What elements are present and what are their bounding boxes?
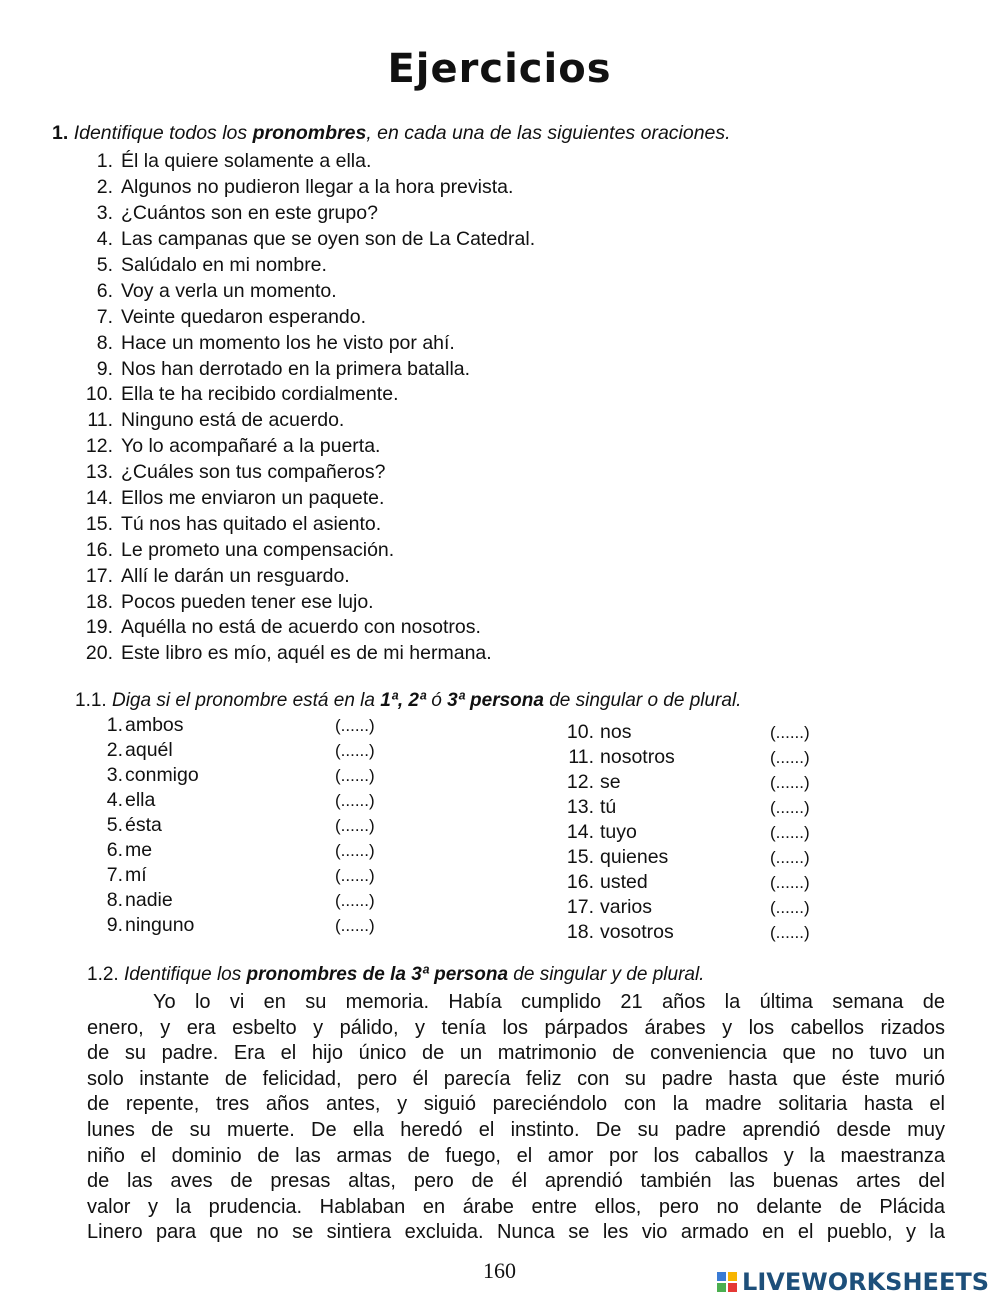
- list-item: [103, 738, 375, 763]
- item-number: 11.: [568, 746, 594, 768]
- sentence-number: 6.: [96, 279, 113, 302]
- sentence-text: Las campanas que se oyen son de La Catedral.: [121, 228, 536, 251]
- list-item: [103, 838, 375, 863]
- sentence-number: 12.: [85, 435, 113, 458]
- list-item: [75, 486, 775, 512]
- item-number: 7.: [106, 864, 123, 886]
- item-number: 5.: [106, 814, 123, 836]
- list-item: [560, 845, 810, 870]
- passage-line: de repente, tres años antes, y siguió pareciéndolo con la madre solitaria hasta el: [87, 1093, 945, 1116]
- pronoun-word: mí: [125, 864, 147, 886]
- sentence-text: Voy a verla un momento.: [121, 279, 337, 302]
- sentence-number: 7.: [96, 305, 113, 328]
- list-item: [103, 863, 375, 888]
- page-number: 160: [483, 1258, 516, 1283]
- passage-line: de su padre. Era el hijo único de un matrimonio de conveniencia que no tuvo un: [87, 1042, 945, 1065]
- sentence-text: Ninguno está de acuerdo.: [121, 409, 345, 432]
- exercise-1-heading: [52, 122, 731, 145]
- list-item: [75, 589, 775, 615]
- passage-line: Yo lo vi en su memoria. Había cumplido 21 años la última semana de: [153, 991, 945, 1013]
- item-number: 1.: [106, 714, 123, 736]
- list-item: [75, 330, 775, 356]
- item-number: 17.: [566, 896, 594, 918]
- pronoun-word: vosotros: [600, 921, 674, 943]
- pronoun-word: nadie: [125, 889, 173, 911]
- passage-line: de las aves de presas altas, pero de él aprendió también las buenas artes del: [87, 1170, 945, 1193]
- list-item: [560, 920, 810, 945]
- logo-square: [717, 1283, 726, 1292]
- exercise-1-number: 1.: [52, 122, 69, 144]
- answer-blank[interactable]: (......): [770, 847, 810, 867]
- list-item: [560, 720, 810, 745]
- sentence-text: ¿Cuáles son tus compañeros?: [121, 461, 386, 484]
- list-item: [75, 201, 775, 227]
- answer-blank[interactable]: (......): [335, 765, 375, 785]
- answer-blank[interactable]: (......): [335, 915, 375, 935]
- passage-line: niño el dominio de las armas de fuego, el amor por los caballos y la maestranza: [87, 1144, 945, 1167]
- sentence-number: 5.: [96, 254, 113, 276]
- list-item: [103, 788, 375, 813]
- list-item: [560, 820, 810, 845]
- pronoun-word: ninguno: [125, 914, 195, 936]
- sentence-text: Este libro es mío, aquél es de mi hermana.: [121, 642, 492, 665]
- list-item: [75, 253, 775, 279]
- pronoun-word: aquél: [125, 739, 173, 761]
- sentence-text: Ellos me enviaron un paquete.: [121, 487, 385, 510]
- list-item: [75, 175, 775, 201]
- sentence-number: 18.: [85, 590, 113, 613]
- exercise-1-sentence-list: [75, 149, 775, 667]
- sentence-text: Veinte quedaron esperando.: [121, 305, 367, 328]
- sentence-text: ¿Cuántos son en este grupo?: [121, 202, 378, 225]
- list-item: [560, 870, 810, 895]
- answer-blank[interactable]: (......): [770, 797, 810, 817]
- sentence-number: 9.: [96, 357, 113, 380]
- answer-blank[interactable]: (......): [335, 865, 375, 885]
- pronoun-word: varios: [600, 896, 653, 918]
- pronoun-word: tú: [600, 796, 617, 818]
- sentence-number: 8.: [96, 331, 113, 354]
- passage-line: lunes de su muerte. De ella heredó el instinto. De su padre aprendió desde muy: [87, 1118, 945, 1141]
- list-item: [75, 460, 775, 486]
- exercise-1-2-instruction-post: de singular y de plural.: [508, 964, 705, 985]
- list-item: [75, 511, 775, 537]
- list-item: [75, 382, 775, 408]
- list-item: [103, 913, 375, 938]
- sentence-number: 13.: [85, 461, 113, 484]
- sentence-text: Allí le darán un resguardo.: [121, 564, 350, 587]
- sentence-text: Tú nos has quitado el asiento.: [121, 512, 382, 535]
- sentence-number: 19.: [85, 616, 113, 639]
- sentence-text: Le prometo una compensación.: [121, 538, 395, 561]
- list-item: [560, 795, 810, 820]
- item-number: 10.: [566, 721, 594, 743]
- list-item: [75, 615, 775, 641]
- exercise-1-2-passage: [87, 990, 945, 1246]
- sentence-number: 3.: [96, 202, 113, 225]
- answer-blank[interactable]: (......): [335, 790, 375, 810]
- pronoun-word: ésta: [125, 814, 162, 836]
- item-number: 12.: [566, 771, 594, 793]
- pronoun-word: ella: [125, 789, 156, 811]
- sentence-text: Salúdalo en mi nombre.: [121, 254, 327, 276]
- pronoun-word: se: [600, 771, 621, 793]
- list-item: [75, 304, 775, 330]
- sentence-text: Él la quiere solamente a ella.: [121, 150, 372, 173]
- answer-blank[interactable]: (......): [335, 815, 375, 835]
- item-number: 2.: [106, 739, 123, 761]
- page-title: Ejercicios: [387, 46, 612, 92]
- sentence-number: 14.: [85, 487, 113, 510]
- list-item: [560, 895, 810, 920]
- item-number: 16.: [566, 871, 594, 893]
- sentence-text: Nos han derrotado en la primera batalla.: [121, 357, 471, 380]
- sentence-text: Yo lo acompañaré a la puerta.: [121, 435, 381, 458]
- exercise-1-1-right-column: [560, 720, 810, 945]
- exercise-1-1-number: 1.1.: [75, 690, 107, 711]
- pronoun-word: ambos: [125, 714, 184, 736]
- item-number: 15.: [566, 846, 594, 868]
- answer-blank[interactable]: (......): [335, 740, 375, 760]
- item-number: 6.: [106, 839, 123, 861]
- exercise-1-1-instruction-bold-2: 3ª persona: [447, 690, 544, 711]
- liveworksheets-logo-icon: [717, 1272, 737, 1292]
- exercise-1-1-heading: [75, 690, 741, 712]
- exercise-1-1-left-column: [103, 713, 375, 938]
- exercise-1-instruction-pre: Identifique todos los: [73, 122, 253, 144]
- list-item: [75, 149, 775, 175]
- sentence-number: 17.: [85, 564, 113, 587]
- list-item: [75, 641, 775, 667]
- passage-line: valor y la prudencia. Hablaban en árabe entre ellos, pero no delante de Plácida: [87, 1195, 945, 1218]
- list-item: [103, 813, 375, 838]
- item-number: 4.: [106, 789, 123, 811]
- answer-blank[interactable]: (......): [770, 722, 810, 742]
- exercise-1-2-heading: [87, 964, 704, 986]
- exercise-1-instruction-post: , en cada una de las siguientes oraciones.: [366, 122, 731, 144]
- logo-square: [717, 1272, 726, 1281]
- sentence-text: Pocos pueden tener ese lujo.: [121, 590, 374, 613]
- list-item: [75, 278, 775, 304]
- item-number: 3.: [106, 764, 123, 786]
- sentence-number: 16.: [85, 538, 113, 561]
- answer-blank[interactable]: (......): [335, 715, 375, 735]
- exercise-1-1-instruction-pre: Diga si el pronombre está en la: [111, 690, 381, 711]
- list-item: [75, 356, 775, 382]
- pronoun-word: quienes: [600, 846, 669, 868]
- answer-blank[interactable]: (......): [335, 840, 375, 860]
- sentence-number: 10.: [85, 383, 113, 406]
- exercise-1-1-instruction-bold-1: 1ª, 2ª: [380, 690, 427, 711]
- passage-line: solo instante de felicidad, pero él parecía feliz con su padre hasta que éste murió: [87, 1067, 945, 1090]
- sentence-text: Algunos no pudieron llegar a la hora prevista.: [121, 176, 514, 199]
- sentence-number: 11.: [87, 409, 113, 432]
- item-number: 9.: [106, 914, 123, 936]
- sentence-number: 20.: [85, 642, 113, 665]
- logo-square: [728, 1272, 737, 1281]
- pronoun-word: me: [125, 839, 153, 861]
- pronoun-word: tuyo: [600, 821, 637, 843]
- liveworksheets-brand: [717, 1268, 989, 1296]
- answer-blank[interactable]: (......): [770, 897, 810, 917]
- exercise-1-2-instruction-bold: pronombres de la 3ª persona: [246, 964, 509, 985]
- list-item: [75, 563, 775, 589]
- sentence-number: 15.: [85, 512, 113, 535]
- list-item: [103, 888, 375, 913]
- list-item: [75, 537, 775, 563]
- answer-blank[interactable]: (......): [770, 922, 810, 942]
- pronoun-word: nos: [600, 721, 632, 743]
- sentence-text: Aquélla no está de acuerdo con nosotros.: [121, 616, 481, 639]
- pronoun-word: usted: [600, 871, 648, 893]
- pronoun-word: conmigo: [125, 764, 199, 786]
- sentence-number: 1.: [96, 150, 113, 173]
- list-item: [75, 408, 775, 434]
- answer-blank[interactable]: (......): [770, 772, 810, 792]
- sentence-number: 4.: [96, 228, 113, 251]
- list-item: [560, 770, 810, 795]
- exercise-1-instruction-bold: pronombres: [252, 122, 367, 144]
- list-item: [75, 434, 775, 460]
- item-number: 14.: [566, 821, 594, 843]
- pronoun-word: nosotros: [600, 746, 675, 768]
- sentence-text: Hace un momento los he visto por ahí.: [121, 331, 455, 354]
- sentence-text: Ella te ha recibido cordialmente.: [121, 383, 399, 406]
- exercise-1-2-number: 1.2.: [87, 964, 119, 985]
- list-item: [560, 745, 810, 770]
- passage-line: enero, y era esbelto y pálido, y tenía los párpados árabes y los cabellos rizados: [87, 1016, 945, 1039]
- logo-square: [728, 1283, 737, 1292]
- list-item: [75, 227, 775, 253]
- exercise-1-2-instruction-pre: Identifique los: [123, 964, 247, 985]
- exercise-1-1-instruction-post: de singular o de plural.: [543, 690, 742, 711]
- answer-blank[interactable]: (......): [770, 747, 810, 767]
- sentence-number: 2.: [96, 176, 113, 199]
- answer-blank[interactable]: (......): [770, 822, 810, 842]
- item-number: 13.: [566, 796, 594, 818]
- answer-blank[interactable]: (......): [770, 872, 810, 892]
- list-item: [103, 763, 375, 788]
- item-number: 8.: [106, 889, 123, 911]
- list-item: [103, 713, 375, 738]
- brand-name: LIVEWORKSHEETS: [742, 1268, 989, 1296]
- item-number: 18.: [566, 921, 594, 943]
- answer-blank[interactable]: (......): [335, 890, 375, 910]
- passage-line: Linero para que no se sintiera excluida. Nunca se les vio armado en el pueblo, y la: [87, 1221, 945, 1244]
- exercise-1-1-instruction-mid: ó: [426, 690, 448, 711]
